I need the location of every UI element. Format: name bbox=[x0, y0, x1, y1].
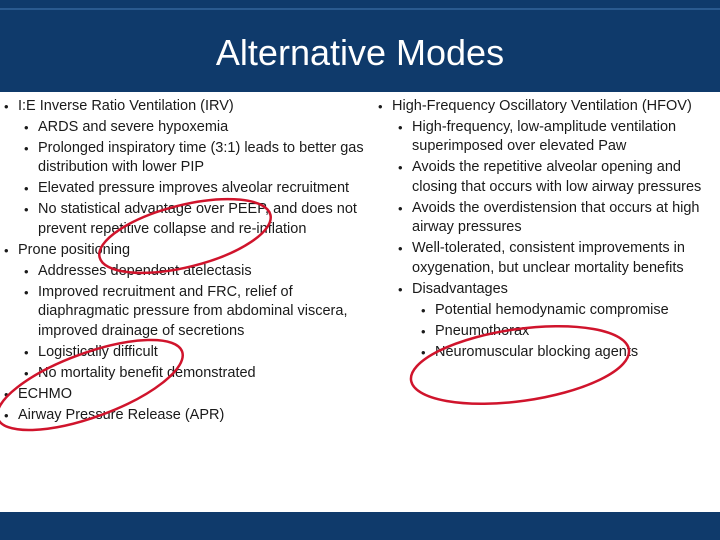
list-item-text: ECHMO bbox=[18, 385, 72, 402]
list-item-text: Well-tolerated, consistent improvements in oxygenation, but unclear mortality benefits bbox=[412, 240, 685, 276]
list-item bbox=[378, 322, 716, 342]
list-item bbox=[378, 239, 716, 278]
list-item-text: Potential hemodynamic compromise bbox=[435, 301, 669, 318]
list-item-disadvantages bbox=[378, 280, 716, 300]
footer-bar bbox=[0, 512, 720, 540]
bullet-icon: • bbox=[24, 202, 29, 217]
bullet-icon: • bbox=[24, 365, 29, 381]
bullet-icon: • bbox=[421, 302, 426, 318]
list-item-text: Avoids the overdistension that occurs at high airway pressures bbox=[412, 199, 700, 235]
list-item-apr bbox=[4, 406, 376, 426]
list-item-text: No statistical advantage over PEEP, and does not prevent repetitive collapse and re-inflation bbox=[38, 201, 357, 237]
bullet-icon: • bbox=[24, 140, 29, 156]
bullet-icon: • bbox=[398, 160, 403, 175]
list-item-text: Disadvantages bbox=[412, 280, 508, 297]
bullet-icon: • bbox=[4, 242, 9, 258]
list-item-text: Elevated pressure improves alveolar recruitment bbox=[38, 180, 350, 196]
list-item-text: I:E Inverse Ratio Ventilation (IRV) bbox=[18, 97, 234, 114]
bullet-icon: • bbox=[24, 284, 29, 300]
list-item bbox=[4, 343, 376, 363]
list-item bbox=[4, 262, 376, 282]
list-item-text: Improved recruitment and FRC, relief of diaphragmatic pressure from abdominal viscera, improved drainage of secretions bbox=[38, 283, 348, 339]
list-item-text: High-frequency, low-amplitude ventilation superimposed over elevated Paw bbox=[412, 118, 677, 154]
right-column bbox=[378, 95, 716, 362]
list-item bbox=[378, 199, 716, 238]
bullet-icon: • bbox=[398, 200, 403, 216]
bullet-icon: • bbox=[24, 344, 29, 360]
list-item-text: Neuromuscular blocking agents bbox=[435, 343, 639, 360]
bullet-icon: • bbox=[24, 181, 29, 196]
bullet-icon: • bbox=[24, 119, 29, 135]
list-item-text: Logistically difficult bbox=[38, 343, 158, 360]
list-item-echmo bbox=[4, 385, 376, 405]
bullet-icon: • bbox=[4, 98, 9, 114]
list-item bbox=[4, 139, 376, 178]
list-item-text: Airway Pressure Release (APR) bbox=[18, 406, 225, 423]
list-item bbox=[4, 118, 376, 138]
list-item-hfov bbox=[378, 97, 716, 117]
list-item-text: ARDS and severe hypoxemia bbox=[38, 118, 229, 135]
list-item-text: Prolonged inspiratory time (3:1) leads to better gas distribution with lower PIP bbox=[38, 139, 364, 175]
left-bullet-list bbox=[4, 97, 376, 426]
list-item-prone bbox=[4, 241, 376, 261]
bullet-icon: • bbox=[421, 344, 426, 360]
list-item-text: Avoids the repetitive alveolar opening and closing that occurs with low airway pressures bbox=[412, 159, 702, 195]
list-item bbox=[378, 343, 716, 363]
list-item bbox=[378, 301, 716, 321]
list-item bbox=[4, 283, 376, 342]
bullet-icon: • bbox=[398, 241, 403, 256]
bullet-icon: • bbox=[378, 98, 383, 114]
left-column bbox=[4, 95, 376, 425]
list-item-text: Addresses dependent atelectasis bbox=[38, 262, 252, 279]
bullet-icon: • bbox=[4, 407, 9, 423]
list-item-irv bbox=[4, 97, 376, 117]
list-item bbox=[4, 179, 376, 199]
bullet-icon: • bbox=[421, 323, 426, 339]
list-item-text: Pneumothorax bbox=[435, 322, 530, 339]
list-item-text: Prone positioning bbox=[18, 241, 131, 258]
list-item bbox=[378, 158, 716, 197]
list-item bbox=[378, 118, 716, 157]
list-item bbox=[4, 200, 376, 239]
bullet-icon: • bbox=[24, 263, 29, 279]
slide-title: Alternative Modes bbox=[215, 32, 505, 73]
right-bullet-list bbox=[378, 97, 716, 363]
bullet-icon: • bbox=[398, 119, 403, 135]
list-item-text: High-Frequency Oscillatory Ventilation (HFOV) bbox=[392, 97, 692, 114]
list-item-text: No mortality benefit demonstrated bbox=[38, 364, 256, 381]
bullet-icon: • bbox=[398, 281, 403, 297]
bullet-icon: • bbox=[4, 386, 9, 402]
list-item bbox=[4, 364, 376, 384]
